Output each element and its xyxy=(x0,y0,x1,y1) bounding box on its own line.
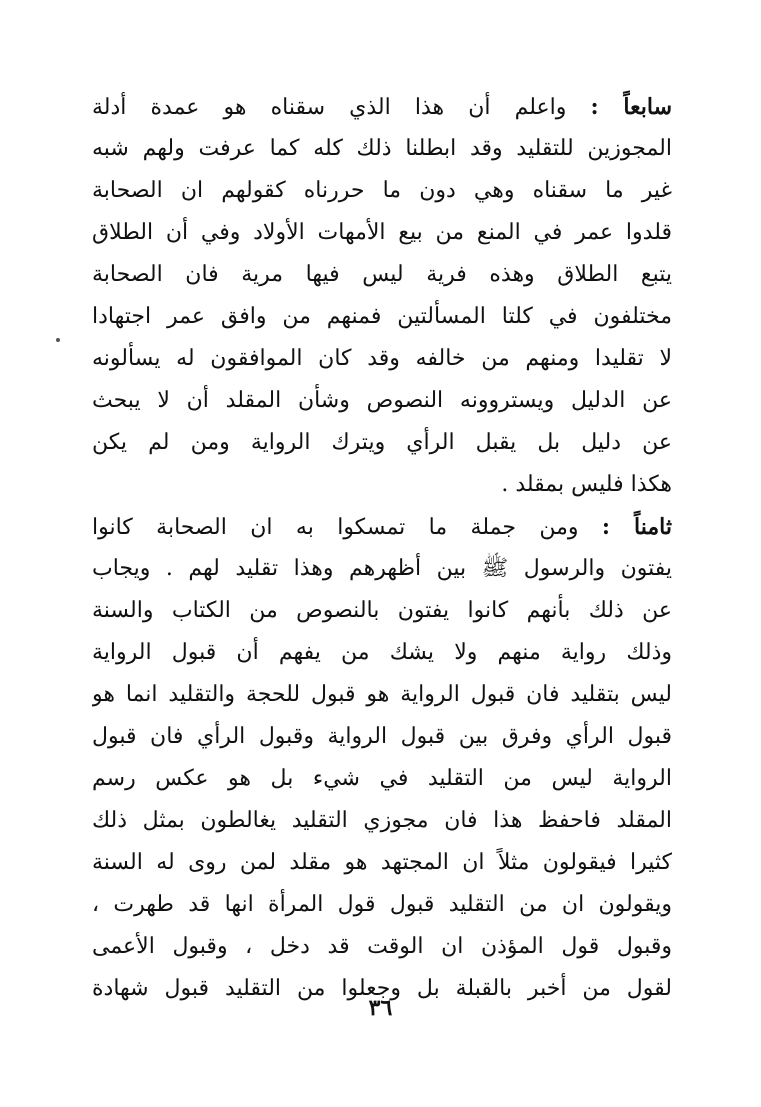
page-number: ٣٦ xyxy=(368,995,393,1021)
text-line xyxy=(92,422,672,464)
line-text: عن الدليل ويستروونه النصوص وشأن المقلد أن لا يبحث xyxy=(92,388,672,413)
line-text: هكذا فليس بمقلد . xyxy=(501,472,672,497)
margin-dot xyxy=(56,338,60,342)
paragraph-lead: سابعاً : xyxy=(590,94,672,120)
text-line xyxy=(92,128,672,170)
line-text: ليس بتقليد فان قبول الرواية هو قبول للحجة والتقليد انما هو xyxy=(92,682,672,707)
line-text: واعلم أن هذا الذي سقناه هو عمدة أدلة xyxy=(92,95,591,120)
text-line xyxy=(92,212,672,254)
text-line xyxy=(92,86,672,128)
body-text xyxy=(92,86,672,1010)
line-text: قلدوا عمر في المنع من بيع الأمهات الأولاد وفي أن الطلاق xyxy=(92,220,672,245)
text-line xyxy=(92,842,672,884)
text-line xyxy=(92,380,672,422)
line-text: المجوزين للتقليد وقد ابطلنا ذلك كله كما عرفت ولهم شبه xyxy=(92,136,672,161)
text-line xyxy=(92,716,672,758)
line-text: وذلك رواية منهم ولا يشك من يفهم أن قبول الرواية xyxy=(92,640,672,665)
text-line xyxy=(92,632,672,674)
text-line xyxy=(92,254,672,296)
text-line xyxy=(92,464,672,506)
line-text: ويقولون ان من التقليد قبول قول المرأة انها قد طهرت ، xyxy=(92,892,672,917)
text-line xyxy=(92,296,672,338)
line-text: كثيرا فيقولون مثلاً ان المجتهد هو مقلد لمن روى له السنة xyxy=(92,850,672,875)
line-text: المقلد فاحفظ هذا فان مجوزي التقليد يغالطون بمثل ذلك xyxy=(92,808,672,833)
line-text: ومن جملة ما تمسكوا به ان الصحابة كانوا xyxy=(92,515,602,540)
line-text: عن دليل بل يقبل الرأي ويترك الرواية ومن لم يكن xyxy=(92,430,672,455)
text-line xyxy=(92,926,672,968)
line-text: الرواية ليس من التقليد في شيء بل هو عكس رسم xyxy=(92,766,672,791)
line-text: يتبع الطلاق وهذه فرية ليس فيها مرية فان الصحابة xyxy=(92,262,672,287)
line-text: غير ما سقناه وهي دون ما حررناه كقولهم ان الصحابة xyxy=(92,178,672,203)
text-line xyxy=(92,506,672,548)
paragraph-lead: ثامناً : xyxy=(601,514,672,540)
text-line xyxy=(92,884,672,926)
text-line xyxy=(92,548,672,590)
line-text: قبول الرأي وفرق بين قبول الرواية وقبول الرأي فان قبول xyxy=(92,724,672,749)
line-text: مختلفون في كلتا المسألتين فمنهم من وافق عمر اجتهادا xyxy=(92,304,672,329)
text-line xyxy=(92,590,672,632)
text-line xyxy=(92,674,672,716)
text-line xyxy=(92,170,672,212)
line-text: لقول من أخبر بالقبلة بل وجعلوا من التقليد قبول شهادة xyxy=(92,976,672,1001)
line-text: لا تقليدا ومنهم من خالفه وقد كان الموافقون له يسألونه xyxy=(92,346,672,371)
text-line xyxy=(92,338,672,380)
line-text: وقبول قول المؤذن ان الوقت قد دخل ، وقبول الأعمى xyxy=(92,934,672,959)
text-line xyxy=(92,758,672,800)
text-line xyxy=(92,800,672,842)
line-text: عن ذلك بأنهم كانوا يفتون بالنصوص من الكتاب والسنة xyxy=(92,598,672,623)
line-text: يفتون والرسول ﷺ بين أظهرهم وهذا تقليد لهم . ويجاب xyxy=(92,556,672,581)
